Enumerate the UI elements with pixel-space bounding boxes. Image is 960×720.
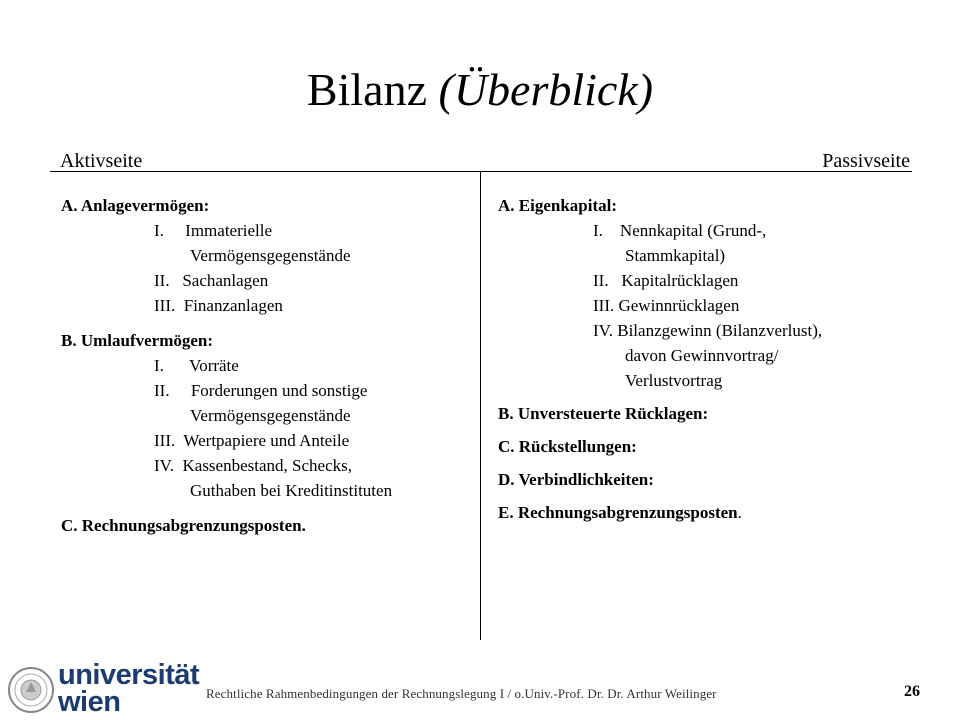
list-item: IV. Bilanzgewinn (Bilanzverlust), [593,321,823,340]
list-item: II. Kapitalrücklagen [593,271,739,290]
title-sub: (Überblick) [438,64,654,115]
passivseite-heading: Passivseite [822,150,910,172]
list-item: Vermögensgegenstände [190,246,351,265]
footer-text: Rechtliche Rahmenbedingungen der Rechnungslegung I / o.Univ.-Prof. Dr. Dr. Arthur Weilinger [206,686,717,701]
list-item: Stammkapital) [625,246,726,265]
section-rechnungsabgrenzung-aktiv: C. Rechnungsabgrenzungsposten. [61,516,306,535]
wordmark-line2: wien [58,686,121,718]
passiva-column [498,193,822,525]
list-item: I. Immaterielle [154,221,273,240]
rap-passiv-period: . [737,503,742,522]
section-anlagevermoegen: A. Anlagevermögen: [61,196,210,215]
title-main: Bilanz [306,64,427,115]
list-item: III. Wertpapiere und Anteile [154,431,350,450]
list-item: I. Nennkapital (Grund-, [593,221,767,240]
list-item: I. Vorräte [154,356,239,375]
section-verbindlichkeiten: D. Verbindlichkeiten: [498,470,654,489]
list-item: davon Gewinnvortrag/ [625,346,779,365]
list-item: II. Sachanlagen [154,271,269,290]
page-title [0,62,960,118]
university-wordmark [58,659,200,718]
aktivseite-heading: Aktivseite [60,150,143,172]
list-item: Verlustvortrag [625,371,723,390]
list-item: Vermögensgegenstände [190,406,351,425]
list-item: III. Gewinnrücklagen [593,296,740,315]
aktiva-column [61,193,392,538]
header-divider [50,171,912,172]
list-item: II. Forderungen und sonstige [154,381,368,400]
list-item: III. Finanzanlagen [154,296,283,315]
section-unversteuerte-ruecklagen: B. Unversteuerte Rücklagen: [498,404,709,423]
column-divider [480,172,481,640]
list-item: IV. Kassenbestand, Schecks, [154,456,352,475]
section-rueckstellungen: C. Rückstellungen: [498,437,637,456]
wordmark-line1: universität [58,659,200,691]
section-eigenkapital: A. Eigenkapital: [498,196,618,215]
rap-passiv-label: E. Rechnungsabgrenzungsposten [498,503,738,522]
list-item: Guthaben bei Kreditinstituten [190,481,393,500]
section-umlaufvermoegen: B. Umlaufvermögen: [61,331,214,350]
page-number: 26 [904,683,920,700]
section-rechnungsabgrenzung-passiv [498,500,822,525]
